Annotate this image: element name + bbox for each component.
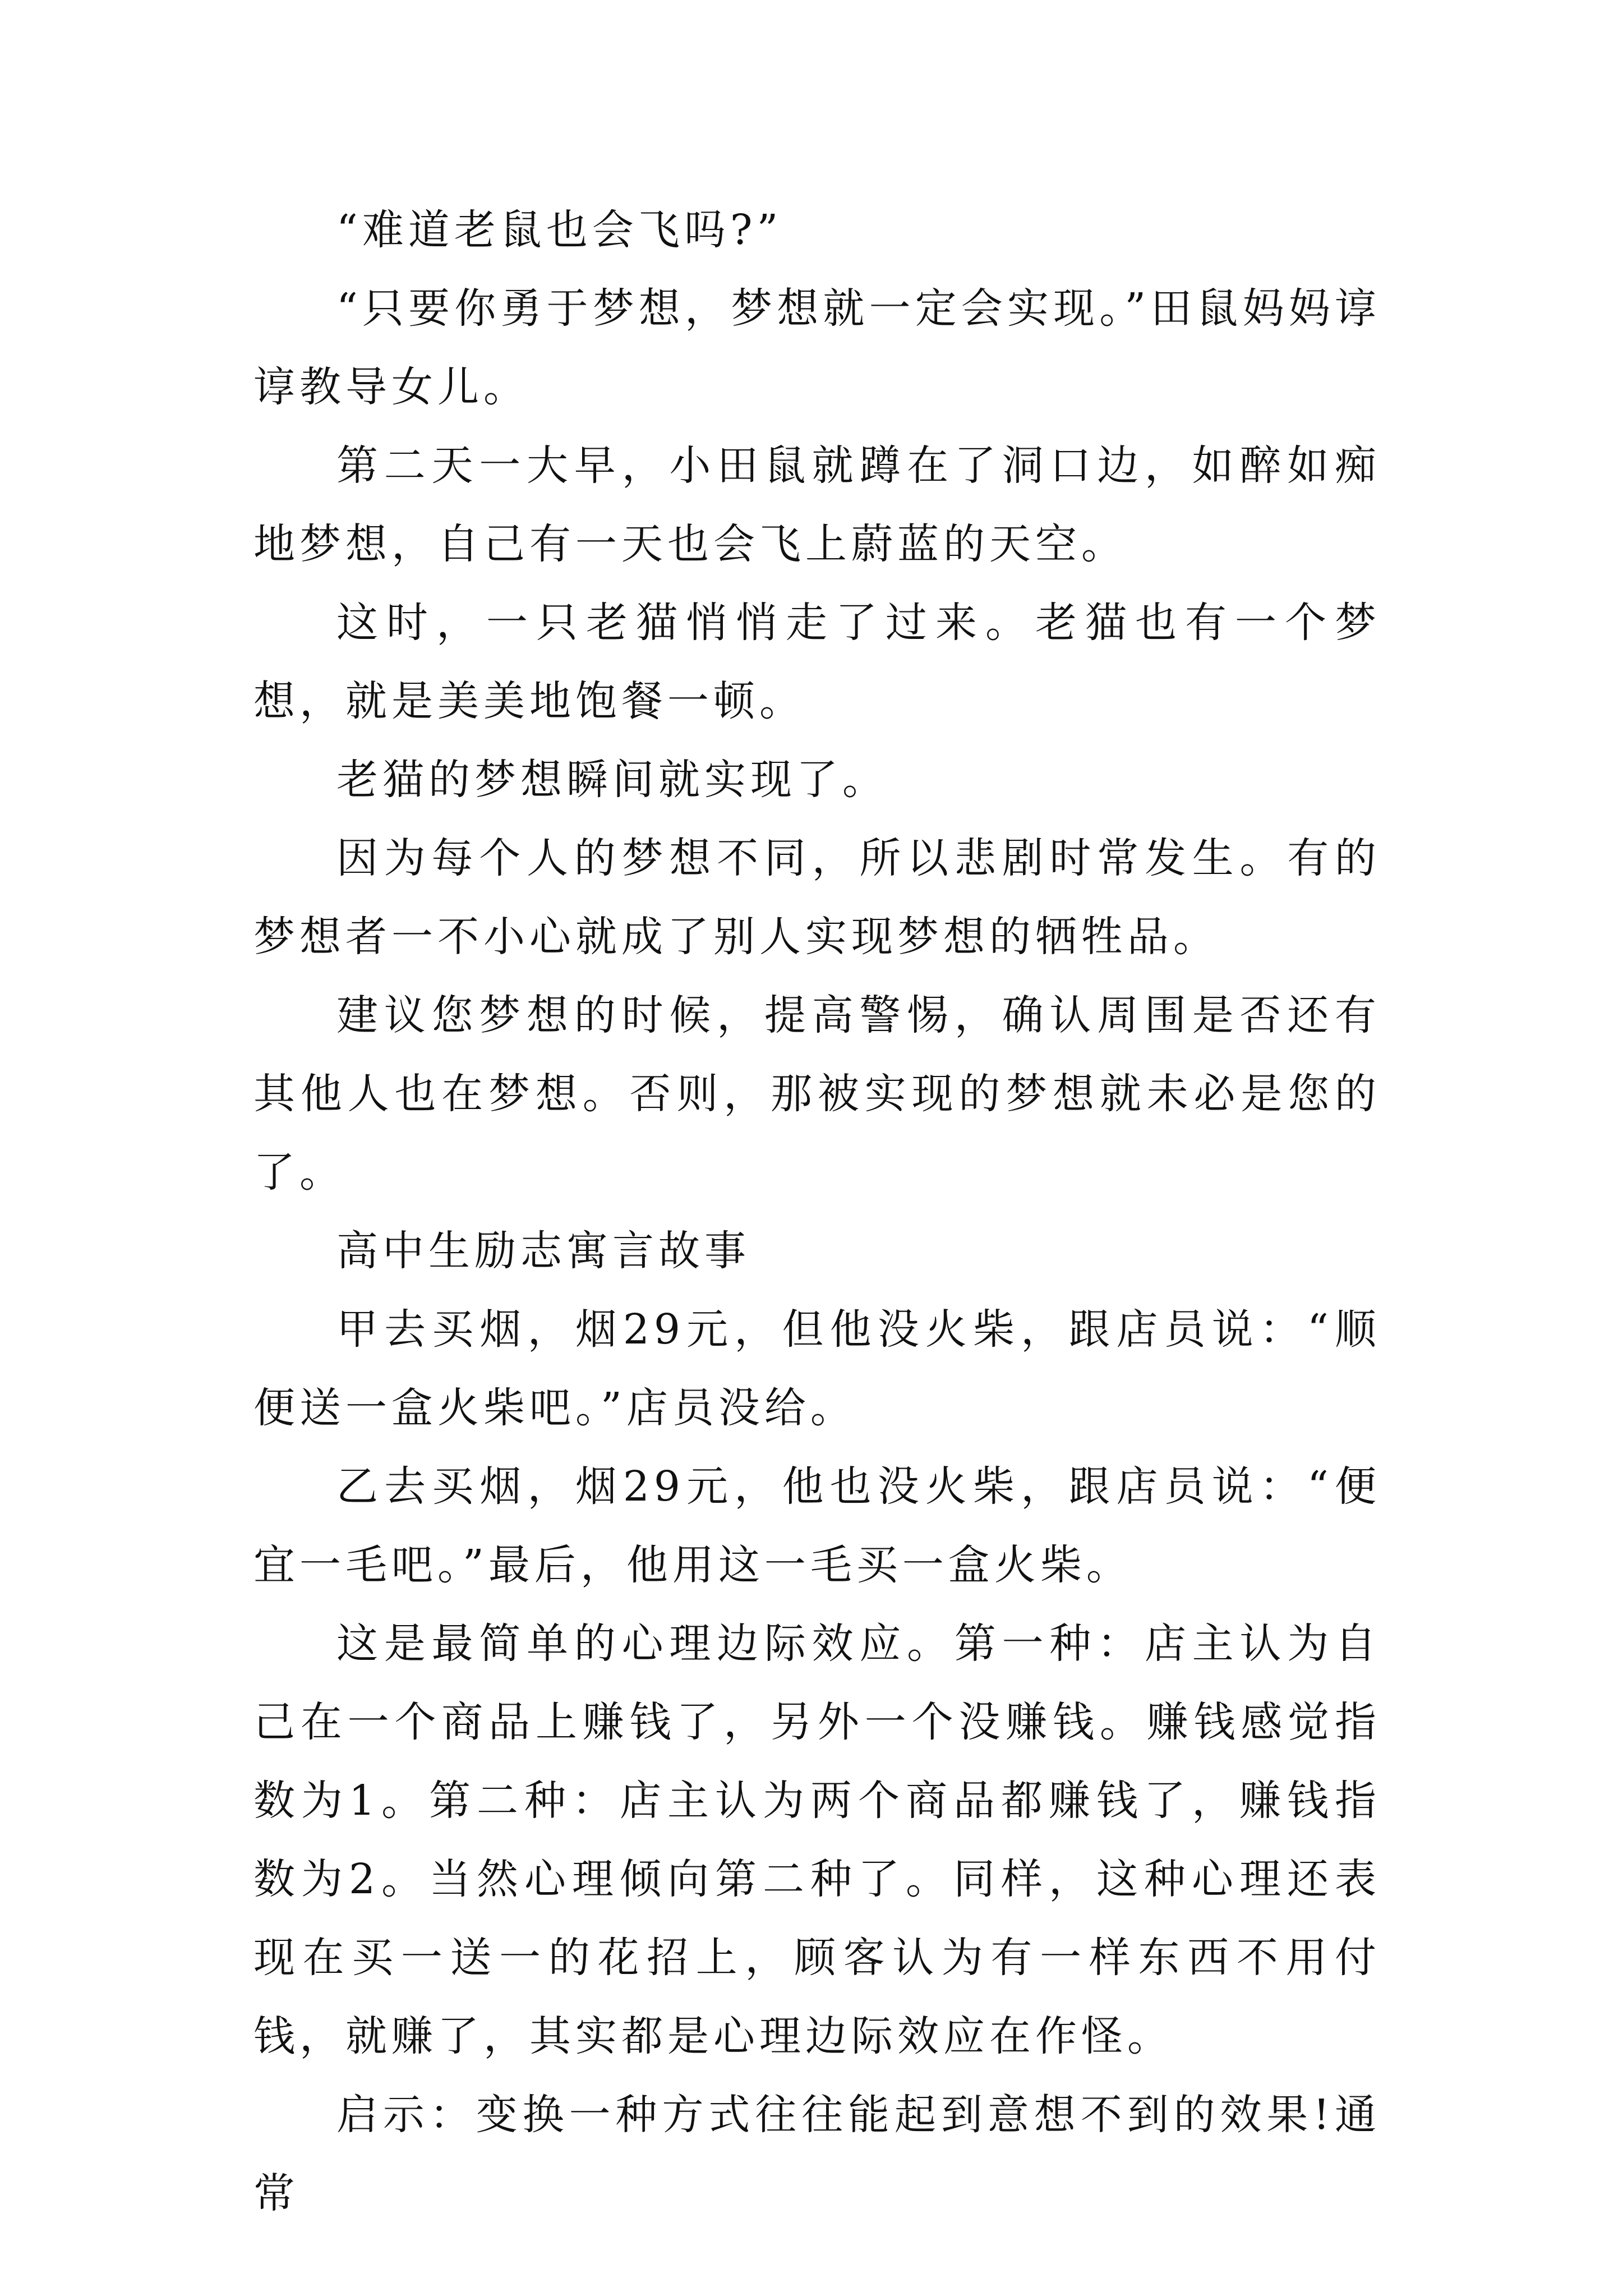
- paragraph-12: 启示：变换一种方式往往能起到意想不到的效果!通常: [253, 2091, 1381, 2217]
- section-heading: 高中生励志寓言故事: [336, 1227, 750, 1275]
- paragraph-5: 老猫的梦想瞬间就实现了。: [336, 756, 888, 804]
- document-body: [253, 191, 1381, 2233]
- paragraph-4: 这时，一只老猫悄悄走了过来。老猫也有一个梦想，就是美美地饱餐一顿。: [253, 599, 1381, 725]
- paragraph-2: “只要你勇于梦想，梦想就一定会实现。”田鼠妈妈谆谆教导女儿。: [253, 284, 1381, 411]
- paragraph-11: 这是最简单的心理边际效应。第一种：店主认为自己在一个商品上赚钱了，另外一个没赚钱。赚钱感觉指数为1。第二种：店主认为两个商品都赚钱了，赚钱指数为2。当然心理倾向第二种了。同样，这种心理还表现在买一送一的花招上，顾客认为有一样东西不用付钱，就赚了，其实都是心理边际效应在作怪。: [253, 1619, 1381, 2060]
- paragraph-7: 建议您梦想的时候，提高警惕，确认周围是否还有其他人也在梦想。否则，那被实现的梦想就未必是您的了。: [253, 991, 1381, 1197]
- paragraph-1: “难道老鼠也会飞吗?”: [336, 206, 783, 254]
- paragraph-10: 乙去买烟，烟29元，他也没火柴，跟店员说：“便宜一毛吧。”最后，他用这一毛买一盒火柴。: [253, 1462, 1381, 1589]
- paragraph-6: 因为每个人的梦想不同，所以悲剧时常发生。有的梦想者一不小心就成了别人实现梦想的牺牲品。: [253, 834, 1381, 961]
- paragraph-9: 甲去买烟，烟29元，但他没火柴，跟店员说：“顺便送一盒火柴吧。”店员没给。: [253, 1305, 1381, 1432]
- paragraph-3: 第二天一大早，小田鼠就蹲在了洞口边，如醉如痴地梦想，自己有一天也会飞上蔚蓝的天空。: [253, 441, 1381, 568]
